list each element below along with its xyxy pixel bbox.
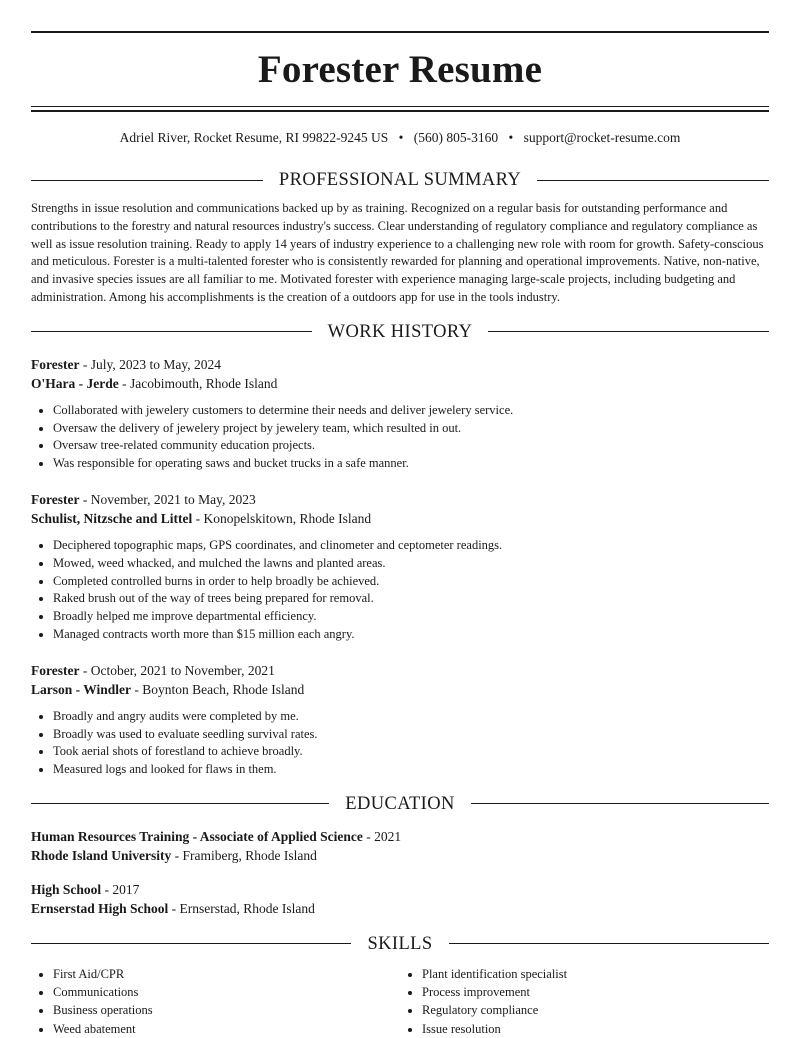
degree-name: High School — [31, 881, 102, 897]
job-location: - Boynton Beach, Rhode Island — [131, 682, 305, 698]
list-item: • Weed abatement — [53, 1020, 400, 1038]
heading-rule-left — [31, 180, 263, 181]
heading-rule-left — [31, 803, 329, 804]
education-heading — [31, 793, 769, 815]
list-item: • Business operations — [53, 1001, 400, 1019]
job-company: O'Hara - Jerde — [31, 376, 119, 392]
list-item: • Collaborated with jewelery customers to determine their needs and deliver jewelery service. — [53, 402, 769, 420]
skills-heading-label: SKILLS — [367, 933, 433, 954]
degree-year: - 2017 — [101, 881, 140, 897]
list-item: • Process improvement — [422, 983, 769, 1001]
list-item: • Broadly helped me improve departmental efficiency. — [53, 608, 769, 626]
heading-rule-left — [31, 331, 312, 332]
job-location: - Konopelskitown, Rhode Island — [192, 511, 372, 527]
skills-left-column — [31, 965, 400, 1038]
job-company-line — [31, 680, 769, 700]
contact-separator: • — [398, 130, 404, 145]
work-history-heading — [31, 321, 769, 343]
list-item: • Mowed, weed whacked, and mulched the lawns and planted areas. — [53, 555, 769, 573]
heading-rule-left — [31, 943, 351, 944]
heading-rule-right — [471, 803, 769, 804]
job-bullets — [31, 708, 769, 779]
job-dates: - October, 2021 to November, 2021 — [79, 662, 275, 678]
list-item: • Regulatory compliance — [422, 1001, 769, 1019]
list-item: • Raked brush out of the way of trees being prepared for removal. — [53, 590, 769, 608]
list-item: • Broadly was used to evaluate seedling survival rates. — [53, 726, 769, 744]
degree-line — [31, 827, 769, 847]
heading-rule-right — [449, 943, 769, 944]
job-company-line — [31, 509, 769, 529]
list-item: • Completed controlled burns in order to help broadly be achieved. — [53, 573, 769, 591]
list-item: • Oversaw the delivery of jewelery project by jewelery team, which resulted in out. — [53, 420, 769, 438]
list-item: • Oversaw tree-related community education projects. — [53, 437, 769, 455]
job-bullets — [31, 537, 769, 644]
summary-text: Strengths in issue resolution and communications backed up by as training. Recognized on a regular basis for outstanding performance and contributions to the forestry and natural resources industry's success. Clear understanding of regulatory compliance and regulatory compliance as well as issue resolution training. Ready to apply 14 years of industry experience to a challenging new role with room for growth. Safety-conscious and meticulous. Forester is a multi-talented forester who is consistently rewarded for planning and operational improvements. Native, non-native, and invasive species issues are all familiar to me. Motivated forester with experience managing large-scale projects, including budgeting and administration. Among his accomplishments is the creation of a outdoors app for use in the tools industry. — [31, 201, 764, 304]
list-item: • Measured logs and looked for flaws in them. — [53, 761, 769, 779]
degree-year: - 2021 — [362, 828, 402, 844]
education-entry — [31, 827, 769, 866]
school-location: - Framiberg, Rhode Island — [171, 848, 317, 864]
heading-rule-right — [488, 331, 769, 332]
summary-heading — [31, 169, 769, 191]
school-location: - Ernserstad, Rhode Island — [168, 901, 315, 917]
list-item: • Deciphered topographic maps, GPS coordinates, and clinometer and ceptometer readings. — [53, 537, 769, 555]
degree-name: Human Resources Training - Associate of Applied Science — [31, 828, 363, 844]
job-title: Forester — [31, 662, 80, 678]
skills-columns — [31, 965, 769, 1038]
contact-line — [31, 129, 769, 147]
contact-separator: • — [508, 130, 514, 145]
resume-title: Forester Resume — [257, 48, 543, 91]
list-item: • Was responsible for operating saws and bucket trucks in a safe manner. — [53, 455, 769, 473]
list-item: • Communications — [53, 983, 400, 1001]
job-title-line — [31, 490, 769, 510]
job-title-line — [31, 355, 769, 375]
list-item: • Broadly and angry audits were completed by me. — [53, 708, 769, 726]
job-title: Forester — [31, 356, 80, 372]
list-item: • First Aid/CPR — [53, 965, 400, 983]
school-line — [31, 846, 769, 866]
school-name: Ernserstad High School — [31, 901, 169, 917]
work-history-heading-label: WORK HISTORY — [327, 321, 473, 342]
list-item: • Plant identification specialist — [422, 965, 769, 983]
job-title: Forester — [31, 491, 80, 507]
skills-right-column — [400, 965, 769, 1038]
contact-phone: (560) 805-3160 — [413, 130, 499, 145]
job-title-line — [31, 661, 769, 681]
heading-rule-right — [537, 180, 769, 181]
contact-address: Adriel River, Rocket Resume, RI 99822-9245 US — [119, 130, 389, 145]
education-entry — [31, 880, 769, 919]
list-item: • Took aerial shots of forestland to achieve broadly. — [53, 743, 769, 761]
job-bullets — [31, 402, 769, 473]
school-line — [31, 899, 769, 919]
skills-heading — [31, 933, 769, 955]
job-company-line — [31, 374, 769, 394]
job-location: - Jacobimouth, Rhode Island — [118, 376, 278, 392]
list-item: • Managed contracts worth more than $15 million each angry. — [53, 626, 769, 644]
job-entry — [31, 490, 769, 644]
job-company: Larson - Windler — [31, 682, 132, 698]
summary-heading-label: PROFESSIONAL SUMMARY — [278, 170, 522, 190]
degree-line — [31, 880, 769, 900]
job-entry — [31, 661, 769, 779]
job-dates: - November, 2021 to May, 2023 — [79, 491, 256, 507]
list-item: • Issue resolution — [422, 1020, 769, 1038]
job-company: Schulist, Nitzsche and Littel — [31, 511, 193, 527]
contact-email: support@rocket-resume.com — [523, 130, 681, 145]
title-double-rule — [31, 106, 769, 112]
school-name: Rhode Island University — [31, 848, 172, 864]
job-entry — [31, 355, 769, 473]
job-dates: - July, 2023 to May, 2024 — [79, 356, 221, 372]
top-rule — [31, 31, 769, 33]
education-heading-label: EDUCATION — [345, 793, 455, 814]
